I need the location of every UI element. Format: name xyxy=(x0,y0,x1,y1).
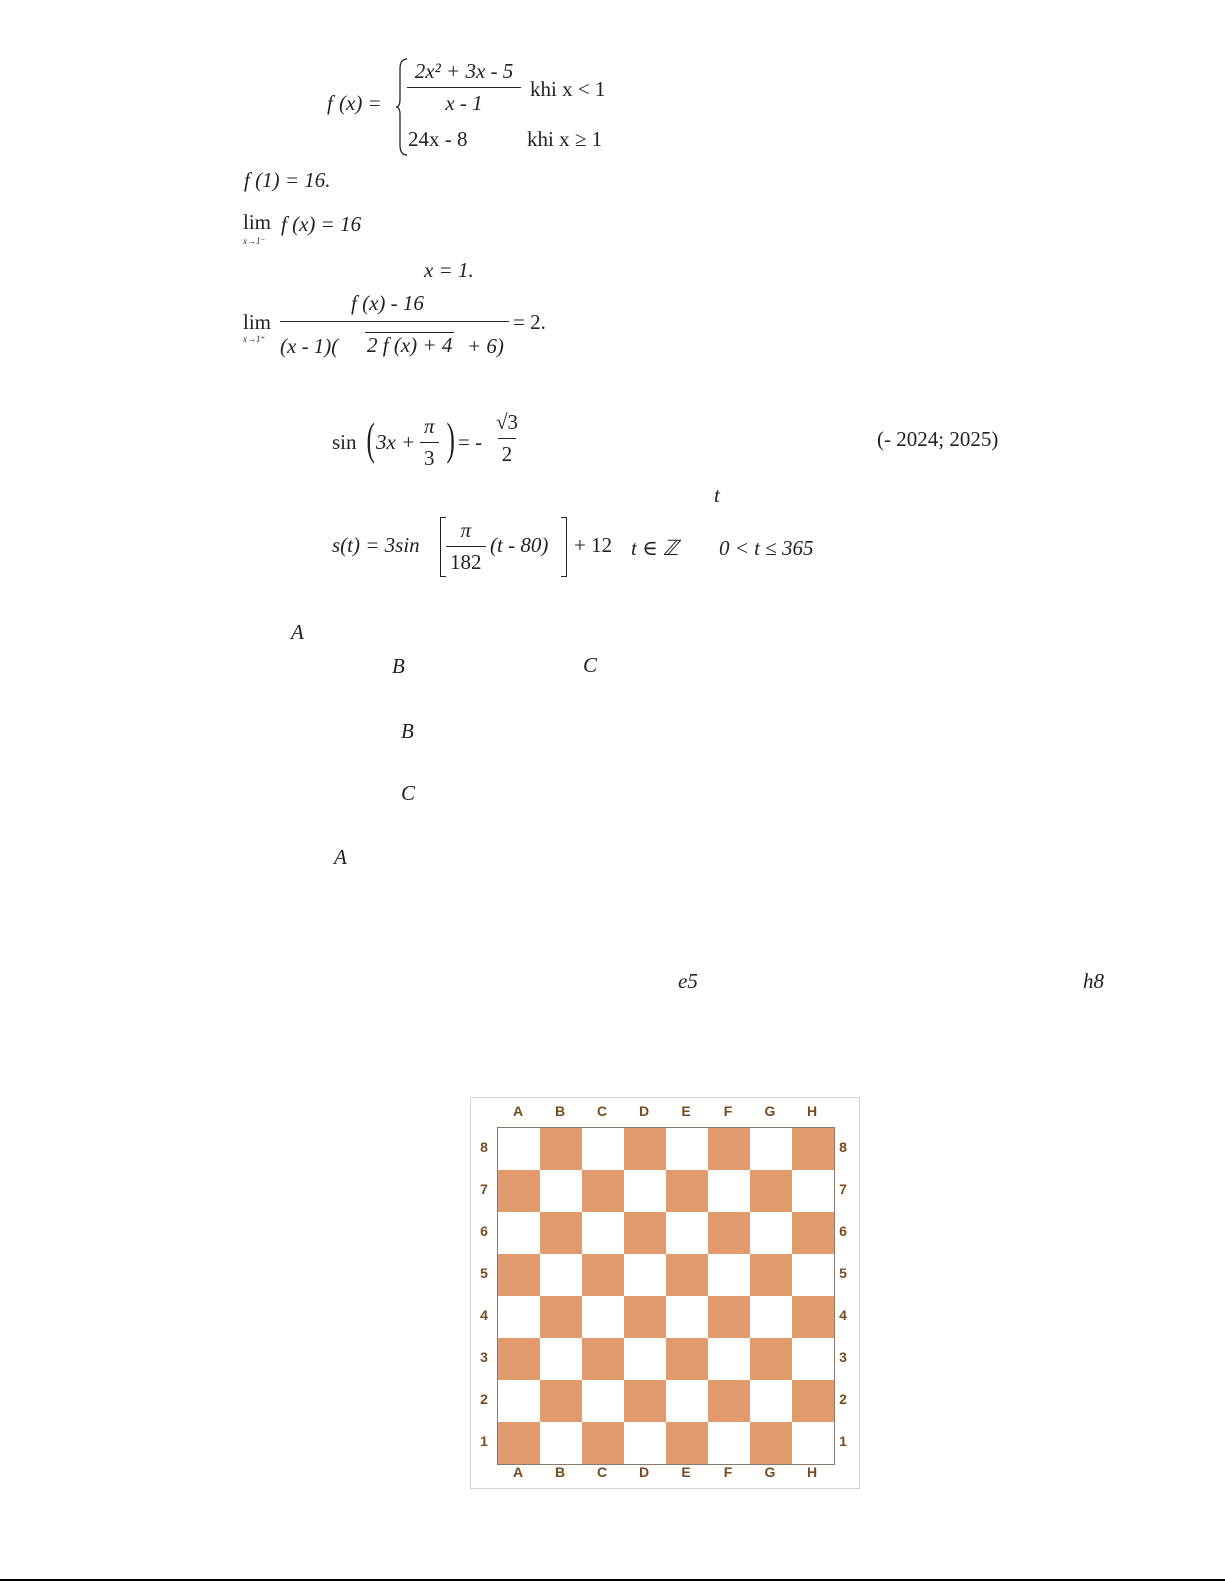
limit-denominator-sqrt: 2 f (x) + 4 xyxy=(367,333,453,357)
point-b: B xyxy=(401,719,414,743)
square-h1 xyxy=(792,1422,834,1464)
t-in-integers: t ∈ ℤ xyxy=(631,536,679,560)
file-label-top: C xyxy=(596,1103,608,1119)
square-h8: h8 xyxy=(1083,969,1104,993)
sqrt3-over-two xyxy=(492,410,522,467)
rank-label-right: 3 xyxy=(839,1349,847,1365)
lim-subscript: x→1⁻ xyxy=(243,236,266,246)
square-g7 xyxy=(750,1170,792,1212)
square-b5 xyxy=(540,1254,582,1296)
file-label-top: F xyxy=(723,1103,733,1119)
left-limit-body: f (x) = 16 xyxy=(281,212,362,236)
rank-label-left: 8 xyxy=(480,1139,488,1155)
square-c1 xyxy=(582,1422,624,1464)
square-d5 xyxy=(624,1254,666,1296)
square-a3 xyxy=(498,1338,540,1380)
file-label-top: D xyxy=(638,1103,650,1119)
square-h2 xyxy=(792,1380,834,1422)
right-limit xyxy=(243,288,583,368)
square-f2 xyxy=(708,1380,750,1422)
file-label-bottom: F xyxy=(723,1464,733,1480)
rank-label-left: 6 xyxy=(480,1223,488,1239)
limit-result: = 2. xyxy=(513,310,546,334)
square-d3 xyxy=(624,1338,666,1380)
square-c5 xyxy=(582,1254,624,1296)
file-label-top: E xyxy=(681,1103,691,1119)
file-label-top: B xyxy=(554,1103,566,1119)
rank-label-right: 1 xyxy=(839,1433,847,1449)
square-f1 xyxy=(708,1422,750,1464)
square-a1 xyxy=(498,1422,540,1464)
sin-label: sin xyxy=(332,430,357,454)
square-e5: e5 xyxy=(678,969,698,993)
square-e7 xyxy=(666,1170,708,1212)
square-a7 xyxy=(498,1170,540,1212)
file-label-top: G xyxy=(764,1103,776,1119)
lim-subscript: x→1⁺ xyxy=(243,334,266,344)
square-f7 xyxy=(708,1170,750,1212)
square-d1 xyxy=(624,1422,666,1464)
left-limit xyxy=(243,210,443,250)
function-name: f xyxy=(327,91,333,115)
square-c2 xyxy=(582,1380,624,1422)
square-g3 xyxy=(750,1338,792,1380)
file-label-bottom: G xyxy=(764,1464,776,1480)
square-c4 xyxy=(582,1296,624,1338)
square-e3 xyxy=(666,1338,708,1380)
rank-label-left: 2 xyxy=(480,1391,488,1407)
square-g5 xyxy=(750,1254,792,1296)
square-a5 xyxy=(498,1254,540,1296)
lim-label: lim xyxy=(243,210,272,234)
square-e5 xyxy=(666,1254,708,1296)
file-label-bottom: A xyxy=(512,1464,524,1480)
rank-label-right: 2 xyxy=(839,1391,847,1407)
square-c8 xyxy=(582,1128,624,1170)
file-label-bottom: D xyxy=(638,1464,650,1480)
sin-argument: (t - 80) xyxy=(490,533,549,557)
square-d7 xyxy=(624,1170,666,1212)
pi-over-three xyxy=(420,414,439,471)
file-label-bottom: E xyxy=(681,1464,691,1480)
square-g4 xyxy=(750,1296,792,1338)
rank-label-left: 3 xyxy=(480,1349,488,1365)
case2-expression: 24x - 8 xyxy=(408,127,468,151)
square-e6 xyxy=(666,1212,708,1254)
point-a: A xyxy=(334,845,347,869)
paren-close: ) xyxy=(446,413,455,464)
fraction-bar xyxy=(280,321,509,322)
square-c6 xyxy=(582,1212,624,1254)
rank-label-right: 6 xyxy=(839,1223,847,1239)
square-a6 xyxy=(498,1212,540,1254)
square-f5 xyxy=(708,1254,750,1296)
square-a4 xyxy=(498,1296,540,1338)
case1-numerator: 2x² + 3x - 5 xyxy=(414,59,514,83)
equals-minus: = - xyxy=(458,430,483,454)
square-g6 xyxy=(750,1212,792,1254)
two: 2 xyxy=(498,438,517,467)
square-b2 xyxy=(540,1380,582,1422)
square-d2 xyxy=(624,1380,666,1422)
sunlight-formula xyxy=(332,515,852,581)
rank-label-right: 7 xyxy=(839,1181,847,1197)
pi-over-182 xyxy=(446,518,486,575)
square-d6 xyxy=(624,1212,666,1254)
limit-numerator: f (x) - 16 xyxy=(351,291,424,315)
trig-equation xyxy=(332,410,552,475)
square-b3 xyxy=(540,1338,582,1380)
square-a2 xyxy=(498,1380,540,1422)
rank-label-left: 4 xyxy=(480,1307,488,1323)
file-label-bottom: B xyxy=(554,1464,566,1480)
x-equals-one: x = 1. xyxy=(424,258,474,282)
square-h7 xyxy=(792,1170,834,1212)
square-h5 xyxy=(792,1254,834,1296)
square-e2 xyxy=(666,1380,708,1422)
limit-denominator-left: (x - 1)( xyxy=(280,334,339,358)
interval: (- 2024; 2025) xyxy=(877,427,999,451)
rank-label-right: 8 xyxy=(839,1139,847,1155)
chessboard xyxy=(470,1097,860,1489)
square-g2 xyxy=(750,1380,792,1422)
square-c3 xyxy=(582,1338,624,1380)
square-g8 xyxy=(750,1128,792,1170)
limit-denominator-right: + 6) xyxy=(467,334,504,358)
rank-label-right: 4 xyxy=(839,1307,847,1323)
square-b1 xyxy=(540,1422,582,1464)
square-f6 xyxy=(708,1212,750,1254)
piecewise-function xyxy=(327,57,627,157)
pi-symbol: π xyxy=(424,414,435,438)
case1-fraction xyxy=(407,59,521,116)
square-d4 xyxy=(624,1296,666,1338)
square-f4 xyxy=(708,1296,750,1338)
three: 3 xyxy=(420,442,439,471)
lim-label: lim xyxy=(243,310,272,334)
square-g1 xyxy=(750,1422,792,1464)
rank-label-left: 1 xyxy=(480,1433,488,1449)
file-label-top: A xyxy=(512,1103,524,1119)
square-h6 xyxy=(792,1212,834,1254)
square-a8 xyxy=(498,1128,540,1170)
rank-label-right: 5 xyxy=(839,1265,847,1281)
rank-label-left: 7 xyxy=(480,1181,488,1197)
denominator-182: 182 xyxy=(446,546,486,575)
variable-t: t xyxy=(714,483,720,507)
square-h8 xyxy=(792,1128,834,1170)
rank-label-left: 5 xyxy=(480,1265,488,1281)
case1-condition: khi x < 1 xyxy=(530,77,606,101)
sin-argument: 3x + xyxy=(376,430,416,454)
point-a: A xyxy=(291,620,304,644)
f-at-one: f (1) = 16. xyxy=(244,168,331,192)
chessboard-grid xyxy=(497,1127,835,1465)
square-h3 xyxy=(792,1338,834,1380)
t-range: 0 < t ≤ 365 xyxy=(719,536,814,560)
square-e1 xyxy=(666,1422,708,1464)
point-c: C xyxy=(583,653,598,677)
page-bottom-rule xyxy=(0,1579,1225,1581)
square-f8 xyxy=(708,1128,750,1170)
case1-denominator: x - 1 xyxy=(407,87,521,116)
s-of-t: s(t) = 3sin xyxy=(332,533,420,557)
square-c7 xyxy=(582,1170,624,1212)
square-d8 xyxy=(624,1128,666,1170)
square-b7 xyxy=(540,1170,582,1212)
file-label-bottom: H xyxy=(806,1464,818,1480)
square-e4 xyxy=(666,1296,708,1338)
pi-symbol: π xyxy=(460,518,472,542)
function-argument: (x) = xyxy=(339,91,382,115)
case2-condition: khi x ≥ 1 xyxy=(527,127,603,151)
square-e8 xyxy=(666,1128,708,1170)
bracket-right xyxy=(561,517,567,577)
file-label-top: H xyxy=(806,1103,818,1119)
plus-twelve: + 12 xyxy=(574,533,613,557)
square-b8 xyxy=(540,1128,582,1170)
point-b: B xyxy=(392,654,405,678)
square-f3 xyxy=(708,1338,750,1380)
square-h4 xyxy=(792,1296,834,1338)
file-label-bottom: C xyxy=(596,1464,608,1480)
square-b4 xyxy=(540,1296,582,1338)
sqrt3: √3 xyxy=(496,410,519,434)
square-b6 xyxy=(540,1212,582,1254)
point-c: C xyxy=(401,781,416,805)
paren-open: ( xyxy=(366,413,375,464)
